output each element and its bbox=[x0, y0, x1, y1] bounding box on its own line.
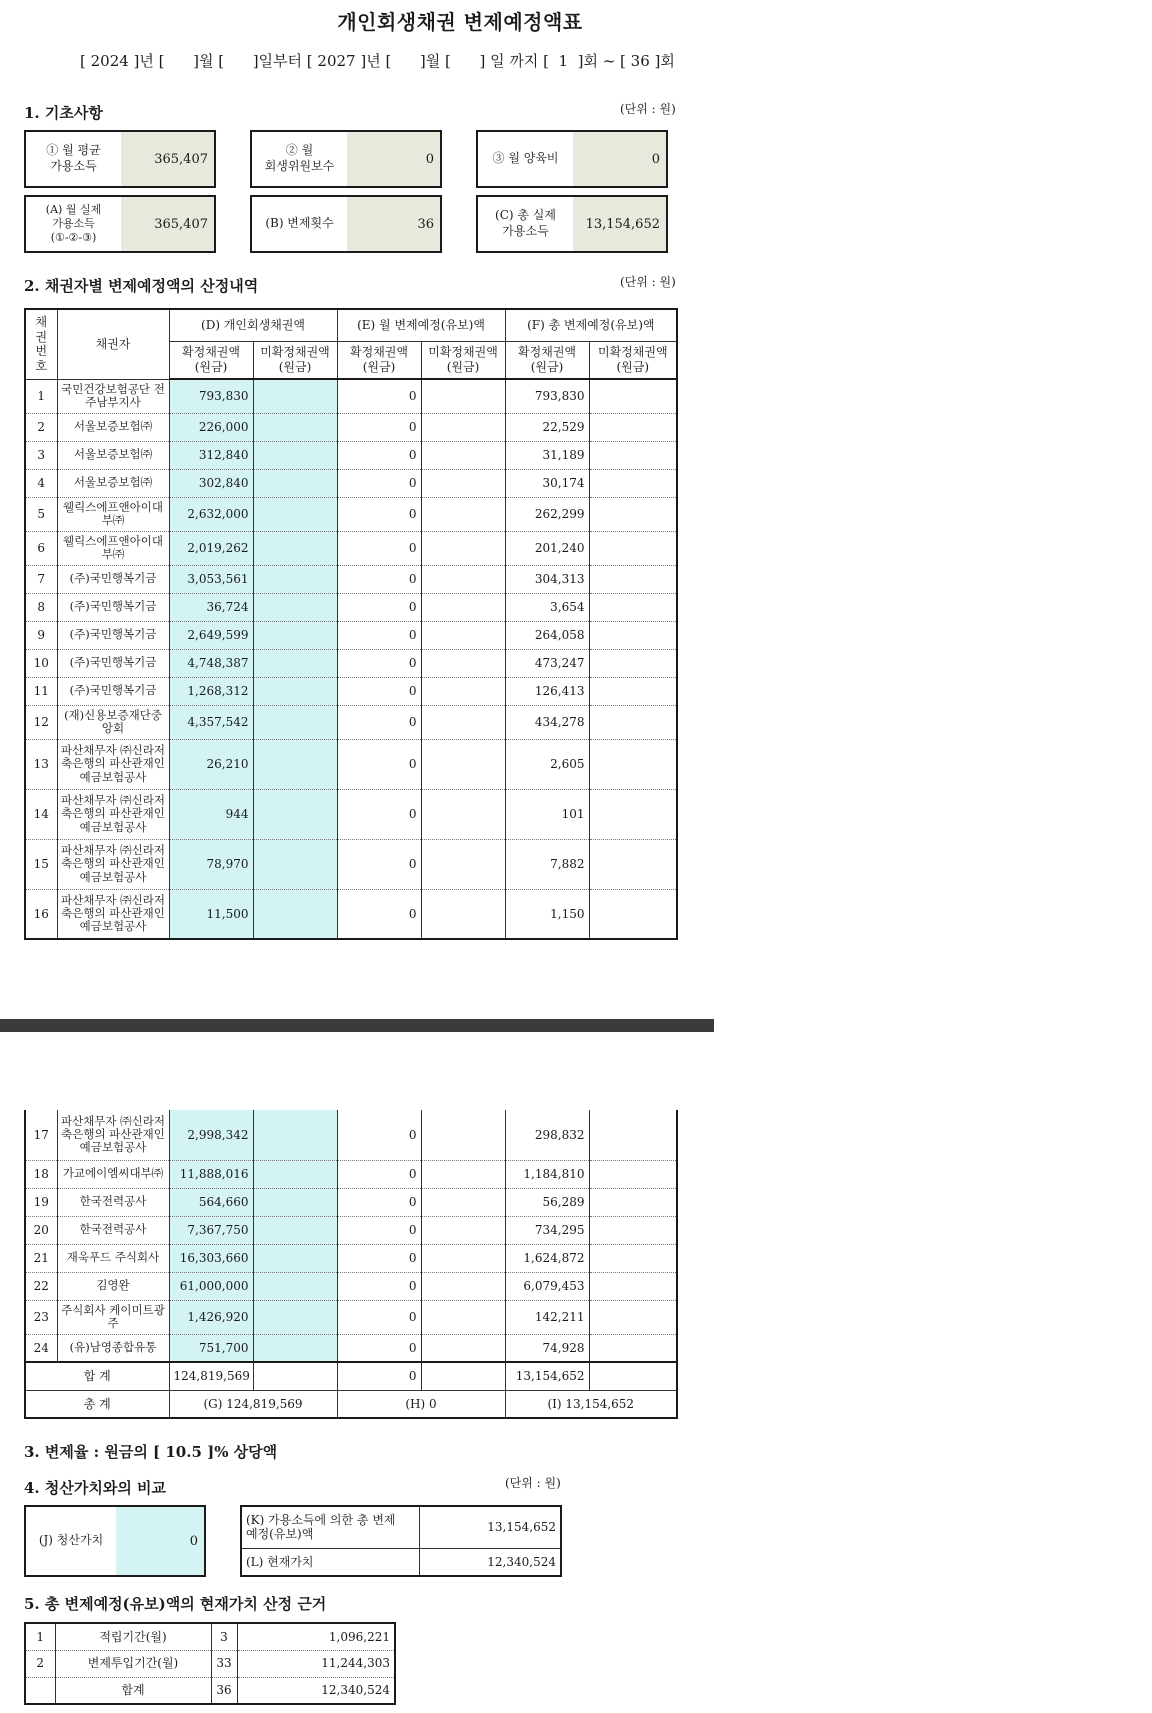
table-row bbox=[25, 469, 677, 497]
row-months: 36 bbox=[211, 1677, 237, 1704]
header-unconfirmed: 미확정채권액 (원금) bbox=[421, 341, 505, 379]
box-child-support bbox=[476, 130, 668, 188]
section3-heading: 3. 변제율 : 원금의 [ 10.5 ]% 상당액 bbox=[24, 1443, 278, 1461]
row-e-confirmed: 0 bbox=[337, 565, 421, 593]
row-f-confirmed: 734,295 bbox=[505, 1216, 589, 1244]
page-divider bbox=[0, 1019, 714, 1032]
row-no: 13 bbox=[25, 739, 57, 789]
row-no: 3 bbox=[25, 441, 57, 469]
table-row bbox=[25, 889, 677, 939]
row-e-confirmed: 0 bbox=[337, 469, 421, 497]
row-creditor: 서울보증보험㈜ bbox=[57, 441, 169, 469]
row-no: 22 bbox=[25, 1272, 57, 1300]
row-f-confirmed: 264,058 bbox=[505, 621, 589, 649]
row-e-unconfirmed bbox=[421, 593, 505, 621]
row-f-confirmed: 56,289 bbox=[505, 1188, 589, 1216]
row-f-unconfirmed bbox=[589, 469, 677, 497]
table-row bbox=[25, 1110, 677, 1160]
row-creditor: (주)국민행복기금 bbox=[57, 565, 169, 593]
row-f-confirmed: 298,832 bbox=[505, 1110, 589, 1160]
box-label: (A) 월 실제 가용소득 (①-②-③) bbox=[45, 202, 102, 245]
table-row bbox=[25, 839, 677, 889]
k-value: 13,154,652 bbox=[419, 1506, 561, 1548]
row-f-unconfirmed bbox=[589, 413, 677, 441]
row-d-unconfirmed bbox=[253, 1300, 337, 1334]
row-months: 3 bbox=[211, 1623, 237, 1650]
row-creditor: 가교에이엠씨대부㈜ bbox=[57, 1160, 169, 1188]
row-e-confirmed: 0 bbox=[337, 531, 421, 565]
row-f-confirmed: 30,174 bbox=[505, 469, 589, 497]
table-row bbox=[25, 1334, 677, 1362]
total-label: 총 계 bbox=[25, 1390, 169, 1418]
row-e-confirmed: 0 bbox=[337, 1188, 421, 1216]
row-no: 11 bbox=[25, 677, 57, 705]
subtotal-row bbox=[25, 1362, 677, 1390]
document-title: 개인회생채권 변제예정액표 bbox=[337, 10, 583, 34]
row-no: 16 bbox=[25, 889, 57, 939]
row-months: 33 bbox=[211, 1650, 237, 1677]
row-f-confirmed: 101 bbox=[505, 789, 589, 839]
box-value: 13,154,652 bbox=[573, 197, 666, 251]
box-label: (C) 총 실제 가용소득 bbox=[495, 208, 556, 238]
row-creditor: 파산채무자 ㈜신라저 축은행의 파산관재인 예금보험공사 bbox=[57, 739, 169, 789]
row-e-confirmed: 0 bbox=[337, 379, 421, 413]
row-f-confirmed: 1,624,872 bbox=[505, 1244, 589, 1272]
header-creditor: 채권자 bbox=[57, 309, 169, 379]
comparison-table bbox=[240, 1505, 562, 1577]
row-d-confirmed: 1,426,920 bbox=[169, 1300, 253, 1334]
box-value: 365,407 bbox=[121, 132, 214, 186]
box-actual-income bbox=[24, 195, 216, 253]
row-d-confirmed: 2,019,262 bbox=[169, 531, 253, 565]
row-f-confirmed: 793,830 bbox=[505, 379, 589, 413]
row-f-confirmed: 7,882 bbox=[505, 839, 589, 889]
row-d-unconfirmed bbox=[253, 413, 337, 441]
row-e-unconfirmed bbox=[421, 889, 505, 939]
row-d-unconfirmed bbox=[253, 497, 337, 531]
row-no: 17 bbox=[25, 1110, 57, 1160]
row-d-confirmed: 3,053,561 bbox=[169, 565, 253, 593]
row-d-unconfirmed bbox=[253, 1110, 337, 1160]
row-no: 20 bbox=[25, 1216, 57, 1244]
row-e-unconfirmed bbox=[421, 677, 505, 705]
row-e-confirmed: 0 bbox=[337, 593, 421, 621]
row-e-unconfirmed bbox=[421, 705, 505, 739]
row-label: 합계 bbox=[55, 1677, 211, 1704]
row-e-unconfirmed bbox=[421, 789, 505, 839]
row-e-confirmed: 0 bbox=[337, 789, 421, 839]
header-no: 채권 번호 bbox=[25, 309, 57, 379]
row-e-unconfirmed bbox=[421, 649, 505, 677]
row-d-unconfirmed bbox=[253, 531, 337, 565]
row-creditor: (재)신용보증재단중 앙회 bbox=[57, 705, 169, 739]
l-value: 12,340,524 bbox=[487, 1554, 556, 1569]
row-no: 15 bbox=[25, 839, 57, 889]
total-g: (G) 124,819,569 bbox=[169, 1390, 337, 1418]
table-row bbox=[25, 621, 677, 649]
subtotal-label: 합 계 bbox=[25, 1362, 169, 1390]
row-amount: 12,340,524 bbox=[237, 1677, 395, 1704]
row-f-unconfirmed bbox=[589, 441, 677, 469]
row-e-confirmed: 0 bbox=[337, 1272, 421, 1300]
row-f-confirmed: 31,189 bbox=[505, 441, 589, 469]
k-label: (K) 가용소득에 의한 총 변제 예정(유보)액 bbox=[241, 1506, 419, 1548]
table-row bbox=[25, 1650, 395, 1677]
row-label: 적립기간(월) bbox=[55, 1623, 211, 1650]
row-no: 1 bbox=[25, 1623, 55, 1650]
header-confirmed: 확정채권액 (원금) bbox=[505, 341, 589, 379]
row-f-unconfirmed bbox=[589, 839, 677, 889]
row-creditor: (유)남영종합유통 bbox=[57, 1334, 169, 1362]
row-e-unconfirmed bbox=[421, 531, 505, 565]
row-no: 18 bbox=[25, 1160, 57, 1188]
box-trustee-fee bbox=[250, 130, 442, 188]
row-e-confirmed: 0 bbox=[337, 649, 421, 677]
row-f-unconfirmed bbox=[589, 1334, 677, 1362]
header-e: (E) 월 변제예정(유보)액 bbox=[337, 309, 505, 341]
row-no: 14 bbox=[25, 789, 57, 839]
table-row bbox=[25, 677, 677, 705]
table-row bbox=[25, 1216, 677, 1244]
table-row bbox=[25, 705, 677, 739]
row-creditor: (주)국민행복기금 bbox=[57, 677, 169, 705]
row-d-confirmed: 564,660 bbox=[169, 1188, 253, 1216]
row-no: 23 bbox=[25, 1300, 57, 1334]
row-e-confirmed: 0 bbox=[337, 889, 421, 939]
section2-unit: (단위 : 원) bbox=[620, 275, 676, 289]
row-d-unconfirmed bbox=[253, 1272, 337, 1300]
row-d-confirmed: 2,632,000 bbox=[169, 497, 253, 531]
box-label: ① 월 평균 가용소득 bbox=[46, 143, 101, 173]
row-d-confirmed: 944 bbox=[169, 789, 253, 839]
header-unconfirmed: 미확정채권액 (원금) bbox=[253, 341, 337, 379]
row-f-unconfirmed bbox=[589, 739, 677, 789]
box-total-income bbox=[476, 195, 668, 253]
row-f-unconfirmed bbox=[589, 565, 677, 593]
row-f-confirmed: 74,928 bbox=[505, 1334, 589, 1362]
row-d-unconfirmed bbox=[253, 739, 337, 789]
row-e-confirmed: 0 bbox=[337, 1300, 421, 1334]
box-label: ② 월 회생위원보수 bbox=[264, 143, 335, 173]
row-f-confirmed: 473,247 bbox=[505, 649, 589, 677]
row-no: 21 bbox=[25, 1244, 57, 1272]
row-f-unconfirmed bbox=[589, 593, 677, 621]
section1-heading: 1. 기초사항 bbox=[24, 104, 103, 122]
row-f-unconfirmed bbox=[589, 531, 677, 565]
table-row bbox=[25, 1677, 395, 1704]
row-e-confirmed: 0 bbox=[337, 1160, 421, 1188]
row-e-confirmed: 0 bbox=[337, 1110, 421, 1160]
row-f-confirmed: 22,529 bbox=[505, 413, 589, 441]
row-creditor: 웰릭스에프앤아이대 부㈜ bbox=[57, 497, 169, 531]
table-row bbox=[25, 1623, 395, 1650]
row-label: 변제투입기간(월) bbox=[55, 1650, 211, 1677]
row-no: 5 bbox=[25, 497, 57, 531]
total-row bbox=[25, 1390, 677, 1418]
table-row bbox=[25, 1244, 677, 1272]
row-e-confirmed: 0 bbox=[337, 839, 421, 889]
row-d-unconfirmed bbox=[253, 677, 337, 705]
row-e-confirmed: 0 bbox=[337, 621, 421, 649]
table-row bbox=[25, 1272, 677, 1300]
box-value: 0 bbox=[116, 1507, 204, 1575]
table-row bbox=[25, 441, 677, 469]
creditor-table-page2 bbox=[24, 1110, 678, 1419]
row-d-confirmed: 26,210 bbox=[169, 739, 253, 789]
box-label: (J) 청산가치 bbox=[38, 1533, 104, 1548]
table-row bbox=[25, 739, 677, 789]
row-amount: 11,244,303 bbox=[237, 1650, 395, 1677]
row-e-unconfirmed bbox=[421, 497, 505, 531]
row-d-confirmed: 11,500 bbox=[169, 889, 253, 939]
row-creditor: 국민건강보험공단 전 주남부지사 bbox=[57, 379, 169, 413]
row-no: 8 bbox=[25, 593, 57, 621]
table-row bbox=[25, 1160, 677, 1188]
row-e-unconfirmed bbox=[421, 1188, 505, 1216]
row-creditor: 파산채무자 ㈜신라저 축은행의 파산관재인 예금보험공사 bbox=[57, 839, 169, 889]
row-e-confirmed: 0 bbox=[337, 413, 421, 441]
row-e-unconfirmed bbox=[421, 839, 505, 889]
row-no: 12 bbox=[25, 705, 57, 739]
row-creditor: 파산채무자 ㈜신라저 축은행의 파산관재인 예금보험공사 bbox=[57, 1110, 169, 1160]
table-row bbox=[25, 1188, 677, 1216]
header-unconfirmed: 미확정채권액 (원금) bbox=[589, 341, 677, 379]
table-row bbox=[25, 379, 677, 413]
row-f-confirmed: 304,313 bbox=[505, 565, 589, 593]
row-e-unconfirmed bbox=[421, 1110, 505, 1160]
row-no: 19 bbox=[25, 1188, 57, 1216]
row-d-unconfirmed bbox=[253, 1334, 337, 1362]
row-f-unconfirmed bbox=[589, 1188, 677, 1216]
l-label: (L) 현재가치 bbox=[241, 1548, 419, 1576]
row-d-unconfirmed bbox=[253, 379, 337, 413]
row-e-unconfirmed bbox=[421, 1300, 505, 1334]
row-e-confirmed: 0 bbox=[337, 1216, 421, 1244]
row-f-unconfirmed bbox=[589, 379, 677, 413]
header-f: (F) 총 변제예정(유보)액 bbox=[505, 309, 677, 341]
creditor-table-page1 bbox=[24, 308, 678, 940]
row-no bbox=[25, 1677, 55, 1704]
row-d-unconfirmed bbox=[253, 839, 337, 889]
row-no: 7 bbox=[25, 565, 57, 593]
section2-heading: 2. 채권자별 변제예정액의 산정내역 bbox=[24, 277, 259, 295]
row-e-confirmed: 0 bbox=[337, 441, 421, 469]
row-no: 9 bbox=[25, 621, 57, 649]
row-e-confirmed: 0 bbox=[337, 497, 421, 531]
row-d-unconfirmed bbox=[253, 705, 337, 739]
box-label: ③ 월 양육비 bbox=[492, 151, 559, 166]
row-creditor: (주)국민행복기금 bbox=[57, 621, 169, 649]
row-e-unconfirmed bbox=[421, 739, 505, 789]
row-f-confirmed: 262,299 bbox=[505, 497, 589, 531]
row-e-unconfirmed bbox=[421, 1160, 505, 1188]
subtotal-e: 0 bbox=[337, 1362, 421, 1390]
row-d-confirmed: 793,830 bbox=[169, 379, 253, 413]
row-f-unconfirmed bbox=[589, 1300, 677, 1334]
row-e-unconfirmed bbox=[421, 413, 505, 441]
row-f-confirmed: 6,079,453 bbox=[505, 1272, 589, 1300]
row-d-unconfirmed bbox=[253, 621, 337, 649]
row-d-unconfirmed bbox=[253, 469, 337, 497]
row-amount: 1,096,221 bbox=[237, 1623, 395, 1650]
total-i: (I) 13,154,652 bbox=[505, 1390, 677, 1418]
row-d-confirmed: 1,268,312 bbox=[169, 677, 253, 705]
row-f-confirmed: 142,211 bbox=[505, 1300, 589, 1334]
row-e-confirmed: 0 bbox=[337, 677, 421, 705]
row-d-confirmed: 226,000 bbox=[169, 413, 253, 441]
row-d-confirmed: 36,724 bbox=[169, 593, 253, 621]
row-d-confirmed: 312,840 bbox=[169, 441, 253, 469]
table-row bbox=[25, 565, 677, 593]
subtotal-d: 124,819,569 bbox=[169, 1362, 253, 1390]
table-row bbox=[25, 649, 677, 677]
row-creditor: 재욱푸드 주식회사 bbox=[57, 1244, 169, 1272]
row-f-confirmed: 2,605 bbox=[505, 739, 589, 789]
row-no: 6 bbox=[25, 531, 57, 565]
box-value: 0 bbox=[347, 132, 440, 186]
row-e-unconfirmed bbox=[421, 1216, 505, 1244]
subtotal-f: 13,154,652 bbox=[505, 1362, 589, 1390]
row-e-confirmed: 0 bbox=[337, 1334, 421, 1362]
row-e-confirmed: 0 bbox=[337, 705, 421, 739]
row-d-confirmed: 2,998,342 bbox=[169, 1110, 253, 1160]
box-value: 36 bbox=[347, 197, 440, 251]
row-f-confirmed: 201,240 bbox=[505, 531, 589, 565]
row-no: 10 bbox=[25, 649, 57, 677]
row-no: 4 bbox=[25, 469, 57, 497]
row-f-unconfirmed bbox=[589, 889, 677, 939]
row-e-unconfirmed bbox=[421, 1334, 505, 1362]
row-f-unconfirmed bbox=[589, 1160, 677, 1188]
row-f-unconfirmed bbox=[589, 621, 677, 649]
row-f-confirmed: 434,278 bbox=[505, 705, 589, 739]
box-monthly-income bbox=[24, 130, 216, 188]
row-e-unconfirmed bbox=[421, 441, 505, 469]
row-creditor: 파산채무자 ㈜신라저 축은행의 파산관재인 예금보험공사 bbox=[57, 889, 169, 939]
row-creditor: 서울보증보험㈜ bbox=[57, 469, 169, 497]
row-f-confirmed: 126,413 bbox=[505, 677, 589, 705]
box-liquidation-value bbox=[24, 1505, 206, 1577]
row-d-unconfirmed bbox=[253, 889, 337, 939]
total-h: (H) 0 bbox=[337, 1390, 505, 1418]
row-no: 1 bbox=[25, 379, 57, 413]
row-d-confirmed: 302,840 bbox=[169, 469, 253, 497]
row-e-unconfirmed bbox=[421, 621, 505, 649]
row-d-unconfirmed bbox=[253, 1188, 337, 1216]
row-creditor: 웰릭스에프앤아이대 부㈜ bbox=[57, 531, 169, 565]
row-d-unconfirmed bbox=[253, 441, 337, 469]
row-d-confirmed: 751,700 bbox=[169, 1334, 253, 1362]
header-confirmed: 확정채권액 (원금) bbox=[169, 341, 253, 379]
row-d-confirmed: 16,303,660 bbox=[169, 1244, 253, 1272]
section4-unit: (단위 : 원) bbox=[505, 1476, 561, 1490]
row-e-unconfirmed bbox=[421, 379, 505, 413]
row-f-unconfirmed bbox=[589, 789, 677, 839]
row-no: 24 bbox=[25, 1334, 57, 1362]
row-creditor: 한국전력공사 bbox=[57, 1216, 169, 1244]
section1-unit: (단위 : 원) bbox=[620, 102, 676, 116]
row-d-confirmed: 11,888,016 bbox=[169, 1160, 253, 1188]
table-row bbox=[25, 531, 677, 565]
row-no: 2 bbox=[25, 413, 57, 441]
row-d-confirmed: 4,357,542 bbox=[169, 705, 253, 739]
row-creditor: 김영완 bbox=[57, 1272, 169, 1300]
box-label: (B) 변제횟수 bbox=[265, 216, 334, 231]
table-row bbox=[25, 593, 677, 621]
box-value: 365,407 bbox=[121, 197, 214, 251]
row-f-confirmed: 1,150 bbox=[505, 889, 589, 939]
box-repayment-count bbox=[250, 195, 442, 253]
row-f-unconfirmed bbox=[589, 705, 677, 739]
row-d-confirmed: 61,000,000 bbox=[169, 1272, 253, 1300]
table-row bbox=[25, 1300, 677, 1334]
row-f-unconfirmed bbox=[589, 1272, 677, 1300]
row-d-unconfirmed bbox=[253, 1244, 337, 1272]
row-d-unconfirmed bbox=[253, 1160, 337, 1188]
row-f-unconfirmed bbox=[589, 649, 677, 677]
row-f-confirmed: 1,184,810 bbox=[505, 1160, 589, 1188]
row-f-unconfirmed bbox=[589, 1244, 677, 1272]
row-d-confirmed: 2,649,599 bbox=[169, 621, 253, 649]
row-e-unconfirmed bbox=[421, 565, 505, 593]
row-d-unconfirmed bbox=[253, 565, 337, 593]
header-d: (D) 개인회생채권액 bbox=[169, 309, 337, 341]
row-f-unconfirmed bbox=[589, 1216, 677, 1244]
row-d-unconfirmed bbox=[253, 593, 337, 621]
row-d-unconfirmed bbox=[253, 1216, 337, 1244]
section4-heading: 4. 청산가치와의 비교 bbox=[24, 1479, 167, 1497]
row-d-unconfirmed bbox=[253, 789, 337, 839]
row-creditor: 파산채무자 ㈜신라저 축은행의 파산관재인 예금보험공사 bbox=[57, 789, 169, 839]
row-creditor: 서울보증보험㈜ bbox=[57, 413, 169, 441]
header-confirmed: 확정채권액 (원금) bbox=[337, 341, 421, 379]
row-d-confirmed: 78,970 bbox=[169, 839, 253, 889]
row-d-unconfirmed bbox=[253, 649, 337, 677]
box-value: 0 bbox=[573, 132, 666, 186]
section5-heading: 5. 총 변제예정(유보)액의 현재가치 산정 근거 bbox=[24, 1595, 327, 1613]
row-f-confirmed: 3,654 bbox=[505, 593, 589, 621]
row-e-confirmed: 0 bbox=[337, 739, 421, 789]
row-e-unconfirmed bbox=[421, 469, 505, 497]
row-e-confirmed: 0 bbox=[337, 1244, 421, 1272]
present-value-table bbox=[24, 1622, 396, 1705]
row-creditor: (주)국민행복기금 bbox=[57, 593, 169, 621]
row-e-unconfirmed bbox=[421, 1244, 505, 1272]
row-d-confirmed: 7,367,750 bbox=[169, 1216, 253, 1244]
table-row bbox=[25, 789, 677, 839]
row-creditor: (주)국민행복기금 bbox=[57, 649, 169, 677]
row-d-confirmed: 4,748,387 bbox=[169, 649, 253, 677]
row-no: 2 bbox=[25, 1650, 55, 1677]
row-creditor: 한국전력공사 bbox=[57, 1188, 169, 1216]
row-e-unconfirmed bbox=[421, 1272, 505, 1300]
row-creditor: 주식회사 케이미트광 주 bbox=[57, 1300, 169, 1334]
row-f-unconfirmed bbox=[589, 497, 677, 531]
table-row bbox=[25, 413, 677, 441]
row-f-unconfirmed bbox=[589, 677, 677, 705]
table-row bbox=[25, 497, 677, 531]
payment-period: [ 2024 ]년 [ ]월 [ ]일부터 [ 2027 ]년 [ ]월 [ ] 일 까지 [ 1 ]회 ~ [ 36 ]회 bbox=[80, 52, 675, 70]
row-f-unconfirmed bbox=[589, 1110, 677, 1160]
